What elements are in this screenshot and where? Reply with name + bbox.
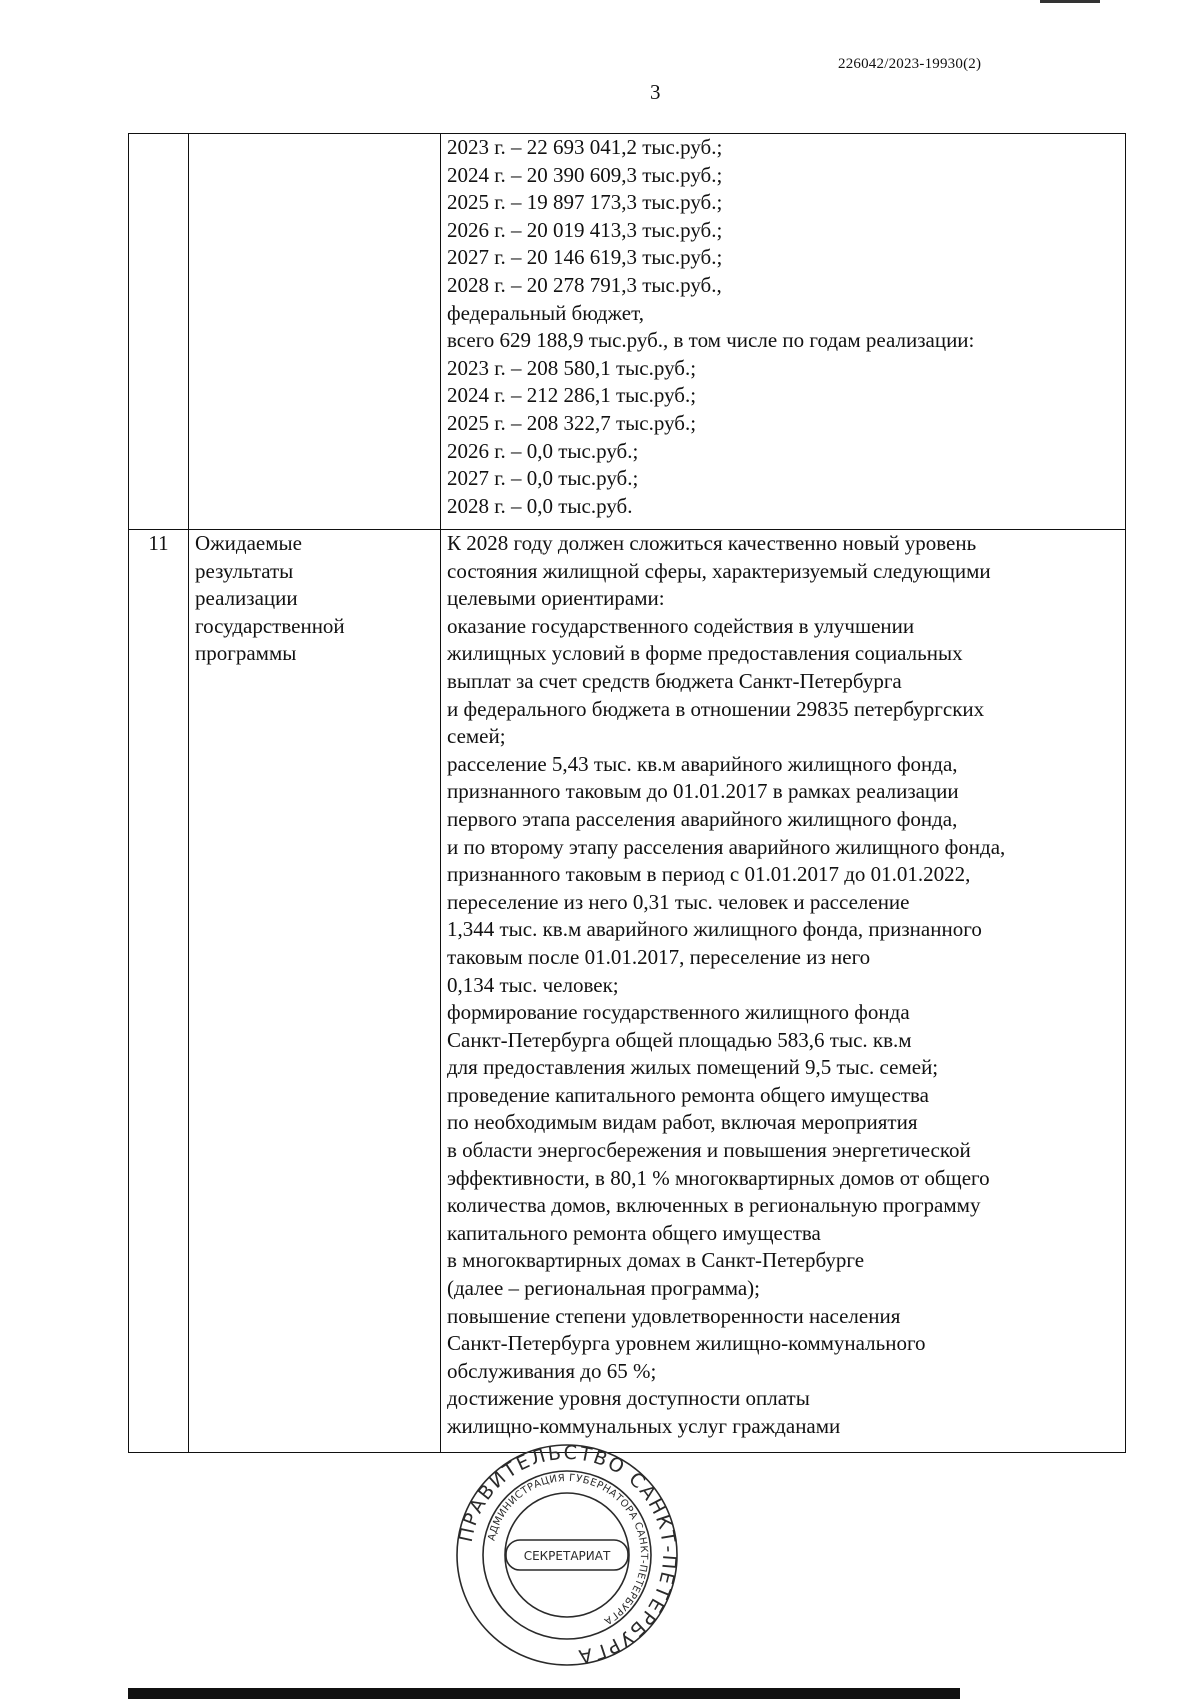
results-content-cell	[441, 530, 1126, 1453]
financing-line: всего 629 188,9 тыс.руб., в том числе по годам реализации:	[447, 328, 975, 353]
financing-content-cell	[441, 134, 1126, 530]
table-row-financing	[129, 134, 1126, 530]
results-line: Санкт-Петербурга уровнем жилищно-коммунального	[447, 1331, 926, 1356]
row-title-line: государственной	[195, 613, 345, 638]
row-number-cell	[129, 134, 189, 530]
results-line: эффективности, в 80,1 % многоквартирных домов от общего	[447, 1165, 990, 1190]
seal-middle-text: АДМИНИСТРАЦИЯ ГУБЕРНАТОРА САНКТ-ПЕТЕРБУРГА	[486, 1472, 650, 1627]
results-line: расселение 5,43 тыс. кв.м аварийного жилищного фонда,	[447, 751, 958, 776]
row-title-cell	[189, 530, 441, 1453]
results-line: (далее – региональная программа);	[447, 1276, 761, 1301]
results-line: по необходимым видам работ, включая мероприятия	[447, 1110, 918, 1135]
scan-bottom-border	[128, 1688, 960, 1699]
financing-line: 2026 г. – 20 019 413,3 тыс.руб.;	[447, 217, 723, 242]
row-title-line: реализации	[195, 586, 298, 611]
results-line: в области энергосбережения и повышения энергетической	[447, 1138, 971, 1163]
scan-artifact-top	[1040, 0, 1100, 3]
seal-center-text: СЕКРЕТАРИАТ	[523, 1549, 611, 1563]
results-line: Санкт-Петербурга общей площадью 583,6 тыс. кв.м	[447, 1027, 912, 1052]
financing-line: 2028 г. – 20 278 791,3 тыс.руб.,	[447, 272, 722, 297]
results-lines	[447, 530, 1119, 1441]
results-line: капитального ремонта общего имущества	[447, 1220, 821, 1245]
row-title-line: программы	[195, 641, 297, 666]
financing-line: 2027 г. – 0,0 тыс.руб.;	[447, 466, 639, 491]
financing-line: 2023 г. – 208 580,1 тыс.руб.;	[447, 355, 697, 380]
financing-line: 2024 г. – 212 286,1 тыс.руб.;	[447, 383, 697, 408]
program-passport-table	[128, 133, 1126, 1453]
results-line: 0,134 тыс. человек;	[447, 972, 619, 997]
results-line: для предоставления жилых помещений 9,5 тыс. семей;	[447, 1055, 939, 1080]
results-line: проведение капитального ремонта общего имущества	[447, 1082, 929, 1107]
row-title-line: Ожидаемые	[195, 531, 302, 555]
results-line: и федерального бюджета в отношении 29835 петербургских	[447, 696, 985, 721]
results-line: целевыми ориентирами:	[447, 586, 665, 611]
results-line: повышение степени удовлетворенности населения	[447, 1303, 901, 1328]
results-line: оказание государственного содействия в улучшении	[447, 613, 915, 638]
results-line: в многоквартирных домах в Санкт-Петербурге	[447, 1248, 865, 1273]
document-number: 226042/2023-19930(2)	[838, 56, 982, 72]
row-title	[195, 530, 434, 668]
results-line: 1,344 тыс. кв.м аварийного жилищного фонда, признанного	[447, 917, 982, 942]
results-line: выплат за счет средств бюджета Санкт-Петербурга	[447, 668, 902, 693]
results-line: формирование государственного жилищного фонда	[447, 1000, 910, 1025]
results-line: обслуживания до 65 %;	[447, 1358, 657, 1383]
financing-line: 2025 г. – 208 322,7 тыс.руб.;	[447, 410, 697, 435]
financing-line: федеральный бюджет,	[447, 300, 644, 325]
results-line: таковым после 01.01.2017, переселение из него	[447, 944, 871, 969]
row-number: 11	[148, 531, 169, 555]
financing-line: 2025 г. – 19 897 173,3 тыс.руб.;	[447, 190, 723, 215]
page-number: 3	[650, 80, 661, 104]
results-line: переселение из него 0,31 тыс. человек и расселение	[447, 889, 910, 914]
row-number-cell	[129, 530, 189, 1453]
results-line: признанного таковым до 01.01.2017 в рамках реализации	[447, 779, 959, 804]
financing-line: 2027 г. – 20 146 619,3 тыс.руб.;	[447, 245, 723, 270]
financing-lines	[447, 134, 1119, 520]
results-line: состояния жилищной сферы, характеризуемый следующими	[447, 558, 991, 583]
results-line: признанного таковым в период с 01.01.2017 до 01.01.2022,	[447, 862, 971, 887]
financing-line: 2026 г. – 0,0 тыс.руб.;	[447, 438, 639, 463]
financing-line: 2028 г. – 0,0 тыс.руб.	[447, 493, 633, 518]
financing-line: 2023 г. – 22 693 041,2 тыс.руб.;	[447, 135, 723, 159]
results-line: первого этапа расселения аварийного жилищного фонда,	[447, 806, 958, 831]
table-row-expected-results	[129, 530, 1126, 1453]
seal-outer-text: ПРАВИТЕЛЬСТВО САНКТ-ПЕТЕРБУРГА	[454, 1442, 680, 1668]
row-title-line: результаты	[195, 558, 294, 583]
financing-line: 2024 г. – 20 390 609,3 тыс.руб.;	[447, 162, 723, 187]
results-line: и по второму этапу расселения аварийного жилищного фонда,	[447, 834, 1006, 859]
results-line: К 2028 году должен сложиться качественно новый уровень	[447, 531, 977, 555]
results-line: количества домов, включенных в региональную программу	[447, 1193, 981, 1218]
row-title-cell	[189, 134, 441, 530]
results-line: жилищно-коммунальных услуг гражданами	[447, 1414, 841, 1438]
official-seal-stamp	[454, 1442, 680, 1668]
results-line: семей;	[447, 724, 506, 749]
results-line: жилищных условий в форме предоставления социальных	[447, 641, 963, 666]
results-line: достижение уровня доступности оплаты	[447, 1386, 810, 1411]
